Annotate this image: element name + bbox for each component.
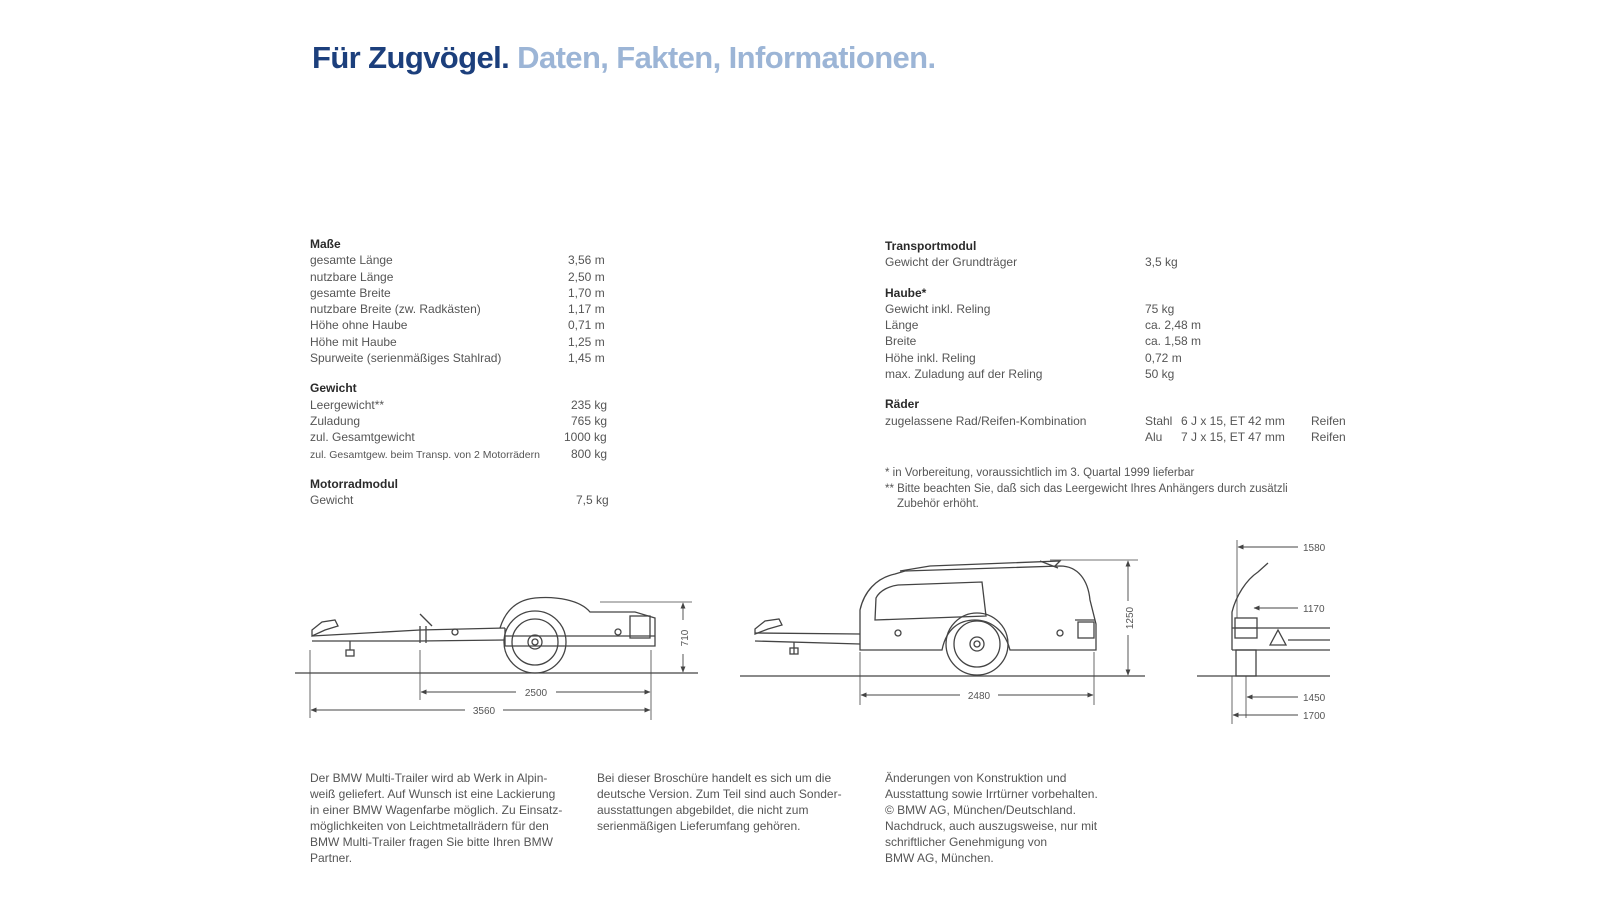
- paragraph-line: Nachdruck, auch auszugsweise, nur mit: [885, 819, 1098, 833]
- spec-label: Breite: [885, 334, 917, 349]
- paragraph-paint-info: [310, 770, 562, 866]
- dim-width-1580: 1580: [1303, 543, 1326, 554]
- paragraph-brochure-info: [597, 770, 842, 834]
- spec-value: ca. 2,48 m: [1145, 318, 1202, 333]
- spec-label: Höhe ohne Haube: [310, 318, 408, 333]
- spec-label: zugelassene Rad/Reifen-Kombination: [885, 413, 1087, 428]
- spec-label: nutzbare Länge: [310, 269, 394, 284]
- rear-wheel: [1236, 650, 1256, 676]
- spec-label: zul. Gesamtgewicht: [310, 430, 415, 445]
- wheel-spec: 7 J x 15, ET 47 mm: [1181, 429, 1285, 444]
- paragraph-line: möglichkeiten von Leichtmetallrädern für den: [310, 819, 549, 833]
- spec-value: 2,50 m: [568, 269, 605, 284]
- spec-value: 1,70 m: [568, 285, 605, 300]
- paragraph-line: serienmäßigen Lieferumfang gehören.: [597, 819, 801, 833]
- spec-label: Gewicht der Grundträger: [885, 255, 1018, 270]
- section-heading-haube: Haube*: [885, 285, 927, 300]
- wheel: [946, 613, 1008, 675]
- spec-label: Höhe mit Haube: [310, 334, 397, 349]
- wheel-tyre: Reifen: [1311, 413, 1346, 428]
- wheel-spec: 6 J x 15, ET 42 mm: [1181, 413, 1285, 428]
- spec-label: Gewicht inkl. Reling: [885, 301, 991, 316]
- wheel-tyre: Reifen: [1311, 429, 1346, 444]
- spec-value: 3,5 kg: [1145, 255, 1178, 270]
- paragraph-line: BMW Multi-Trailer fragen Sie bitte Ihren BMW: [310, 835, 553, 849]
- drawing-trailer-hood: [740, 560, 1145, 705]
- spec-label: Höhe inkl. Reling: [885, 350, 976, 365]
- paragraph-line: Der BMW Multi-Trailer wird ab Werk in Alpin-: [310, 771, 548, 785]
- wheel: [504, 611, 566, 673]
- spec-value: 765 kg: [571, 413, 608, 428]
- spec-value: 3,56 m: [568, 253, 605, 268]
- spec-value: 1,45 m: [568, 351, 605, 366]
- section-heading-gewicht: Gewicht: [310, 381, 357, 396]
- title-light: Daten, Fakten, Informationen.: [517, 40, 936, 75]
- spec-label: Gewicht: [310, 493, 354, 508]
- dim-length-3560: 3560: [472, 706, 496, 717]
- section-heading-masse: Maße: [310, 237, 341, 251]
- section-heading-transportmodul: Transportmodul: [885, 239, 977, 253]
- spec-label: Leergewicht**: [310, 397, 385, 412]
- roof-rail: [900, 561, 1060, 571]
- paragraph-line: ausstattungen abgebildet, die nicht zum: [597, 803, 809, 817]
- paragraph-line: deutsche Version. Zum Teil sind auch Sonder-: [597, 787, 842, 801]
- paragraph-line: Partner.: [310, 851, 353, 865]
- footnote-2: ** Bitte beachten Sie, daß sich das Leergewicht Ihres Anhängers durch zusätzli: [885, 482, 1288, 495]
- paragraph-line: weiß geliefert. Auf Wunsch ist eine Lackierung: [310, 787, 556, 801]
- dim-width-1700: 1700: [1303, 711, 1326, 722]
- spec-label: nutzbare Breite (zw. Radkästen): [310, 302, 481, 317]
- paragraph-legal-notice: [885, 770, 1098, 866]
- spec-value: 235 kg: [571, 397, 608, 412]
- spec-value: 1,25 m: [568, 334, 605, 349]
- spec-label: max. Zuladung auf der Reling: [885, 367, 1043, 382]
- spec-label: zul. Gesamtgew. beim Transp. von 2 Motorrädern: [310, 448, 540, 461]
- dim-height-710: 710: [680, 629, 691, 647]
- spec-value: 1000 kg: [564, 430, 607, 445]
- paragraph-line: BMW AG, München.: [885, 851, 994, 865]
- spec-value: 800 kg: [571, 446, 608, 461]
- wheel-material: Stahl: [1145, 413, 1173, 428]
- spec-value: 50 kg: [1145, 367, 1175, 382]
- drawbar: [755, 633, 860, 634]
- spec-value: 1,17 m: [568, 302, 605, 317]
- paragraph-line: schriftlicher Genehmigung von: [885, 835, 1048, 849]
- paragraph-line: Bei dieser Broschüre handelt es sich um die: [597, 771, 832, 785]
- spec-value: 0,72 m: [1145, 350, 1182, 365]
- dim-length-2500: 2500: [524, 688, 548, 699]
- hitch: [755, 619, 782, 634]
- spec-label: Länge: [885, 318, 919, 333]
- drawing-trailer-open: [295, 598, 698, 720]
- spec-value: 75 kg: [1145, 301, 1175, 316]
- spec-value: 0,71 m: [568, 318, 605, 333]
- spec-label: gesamte Länge: [310, 253, 393, 268]
- spec-value: 7,5 kg: [576, 493, 609, 508]
- hitch: [312, 620, 338, 636]
- spec-label: Zuladung: [310, 413, 361, 428]
- dim-length-2480: 2480: [967, 691, 991, 702]
- title-bold: Für Zugvögel.: [312, 40, 510, 75]
- drawbar: [312, 628, 505, 636]
- footnote-2-continuation: Zubehör erhöht.: [897, 498, 979, 510]
- footnote-1: * in Vorbereitung, voraussichtlich im 3. Quartal 1999 lieferbar: [885, 467, 1195, 479]
- spec-label: gesamte Breite: [310, 285, 391, 300]
- warning-triangle: [1270, 630, 1286, 645]
- dim-width-1450: 1450: [1303, 693, 1326, 704]
- wheel-material: Alu: [1145, 429, 1163, 444]
- spec-label: Spurweite (serienmäßiges Stahlrad): [310, 351, 502, 366]
- section-heading-motorradmodul: Motorradmodul: [310, 476, 398, 491]
- spec-value: ca. 1,58 m: [1145, 334, 1202, 349]
- paragraph-line: in einer BMW Wagenfarbe möglich. Zu Einsatz-: [310, 803, 563, 817]
- paragraph-line: Ausstattung sowie Irrtürner vorbehalten.: [885, 787, 1098, 801]
- dim-width-1170: 1170: [1303, 604, 1325, 615]
- paragraph-line: Änderungen von Konstruktion und: [885, 771, 1067, 785]
- dim-height-1250: 1250: [1125, 606, 1136, 630]
- section-heading-raeder: Räder: [885, 397, 920, 412]
- paragraph-line: © BMW AG, München/Deutschland.: [885, 803, 1076, 817]
